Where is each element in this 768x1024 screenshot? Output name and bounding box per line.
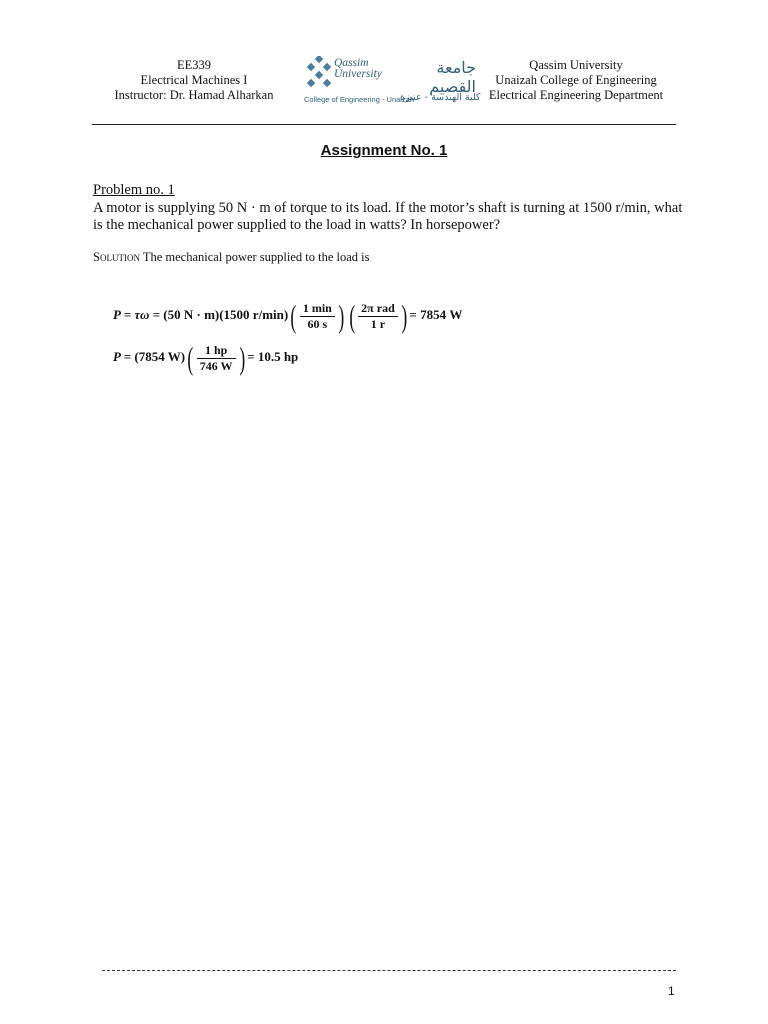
department-name: Electrical Engineering Department <box>488 88 664 102</box>
logo-name-en: Qassim University <box>334 57 382 80</box>
footer-divider <box>102 970 676 971</box>
university-logo <box>300 52 481 110</box>
header-course-info <box>100 58 288 103</box>
equation-power-horsepower: P = (7854 W)( $\frac{1 hp}{746 W}$ ) = 10.5 hp <box>113 340 299 376</box>
problem-label: Problem no. 1 <box>93 182 175 198</box>
header-university-info <box>478 58 674 103</box>
logo-college-en: College of Engineering - Unaizah <box>304 95 415 104</box>
solution-label: Solution <box>93 250 140 264</box>
logo-name-ar: جامعة القصيم <box>429 58 476 96</box>
equation-power-watts: P = τω = (50 N · m)(1500 r/min)( $\frac{1 \min}{60 s}$ ) ( $\frac{\text{2π rad}}{1 r}$ ) = 7854 W <box>113 298 463 334</box>
course-name: Electrical Machines I <box>140 73 248 87</box>
course-code: EE339 <box>176 58 212 72</box>
university-name: Qassim University <box>529 58 623 72</box>
logo-emblem-icon <box>302 56 336 92</box>
instructor: Instructor: Dr. Hamad Alharkan <box>114 88 274 102</box>
header-divider <box>92 124 676 125</box>
page-number: 1 <box>668 984 675 998</box>
problem-statement: A motor is supplying 50 N · m of torque to its load. If the motor’s shaft is turning at 1500 r/min, what is the mechanical power supplied to the load in watts? In horsepower? <box>93 200 683 233</box>
logo-college-ar: كلية الهندسة - عنيزة <box>400 92 481 103</box>
college-name: Unaizah College of Engineering <box>495 73 657 87</box>
solution-text: Solution The mechanical power supplied to the load is <box>93 250 370 264</box>
page-title: Assignment No. 1 <box>320 142 448 159</box>
